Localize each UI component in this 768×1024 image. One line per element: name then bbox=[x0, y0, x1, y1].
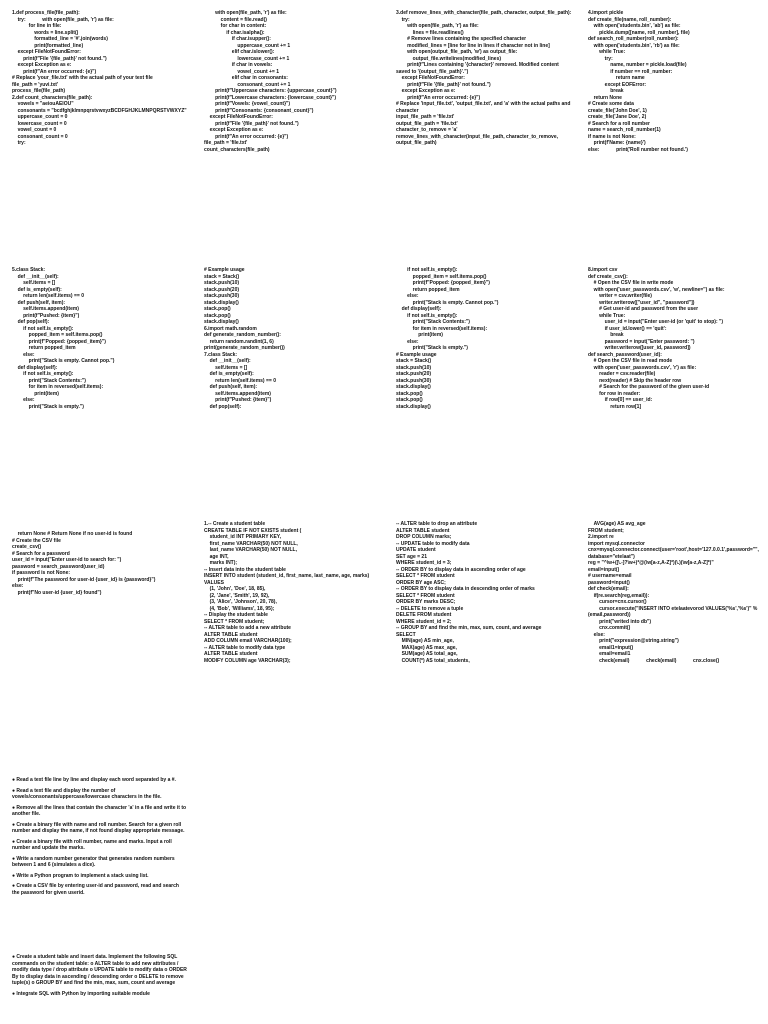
code-line: DELETE FROM student bbox=[396, 612, 452, 618]
code-line: ORDER BY age ASC; bbox=[396, 579, 446, 586]
code-line: self.items = [] bbox=[12, 280, 56, 286]
code-line: popped_item = self.items.pop() bbox=[396, 273, 487, 280]
code-line: character_to_remove = 'a' bbox=[396, 127, 458, 133]
code-line: # Search for the password of the given user-id bbox=[588, 384, 710, 390]
code-line: print(f"Popped: {popped_item}") bbox=[396, 280, 490, 286]
code-line: SELECT * FROM student bbox=[396, 592, 455, 599]
code-line: print("Stack is empty.") bbox=[396, 345, 468, 351]
code-line: -- Display the student table bbox=[204, 612, 268, 618]
code-line: if char in vowels: bbox=[204, 62, 273, 68]
code-line: pickle.dump([name, roll_number], file) bbox=[588, 29, 690, 36]
code-block-csv-search bbox=[12, 531, 188, 596]
code-line: def is_empty(self): bbox=[204, 371, 254, 377]
code-line: print(f'Name: {name}') bbox=[588, 140, 646, 146]
code-line: def search_roll_number(roll_number): bbox=[588, 36, 679, 42]
code-line: try: bbox=[12, 140, 26, 146]
code-line: else: bbox=[396, 338, 419, 345]
code-line: return len(self.items) == 0 bbox=[12, 293, 84, 299]
code-line: password=input() bbox=[588, 579, 630, 586]
code-block-sql-create-student bbox=[204, 521, 380, 664]
code-line: except FileNotFoundError: bbox=[204, 114, 273, 120]
code-line: with open(output_file_path, 'w') as output_file: bbox=[396, 49, 518, 55]
code-line: MAX(age) AS max_age, bbox=[396, 644, 457, 651]
code-line: content = file.read() bbox=[204, 16, 267, 23]
code-line: writer.writerow(["user_id", "password"]) bbox=[588, 299, 695, 306]
code-line: uppercase_count += 1 bbox=[204, 42, 291, 49]
code-line: SELECT bbox=[396, 631, 416, 638]
code-line: output_file_path = 'file.txt' bbox=[396, 120, 458, 127]
code-line: input_file_path = 'file.txt' bbox=[396, 114, 455, 120]
code-line: return popped_item bbox=[396, 286, 460, 293]
code-block-sql-alter-update bbox=[396, 521, 572, 664]
code-line: for char in content: bbox=[204, 23, 267, 29]
code-line: print("writed into db") bbox=[588, 618, 652, 625]
code-line: print(f"Consonants: {consonant_count}") bbox=[204, 107, 314, 114]
code-line: import mysql.connector bbox=[588, 540, 645, 547]
code-line: print(f"Popped: {popped_item}") bbox=[12, 338, 106, 345]
code-line: stack.pop() bbox=[204, 306, 231, 312]
code-line: return row[1] bbox=[588, 403, 642, 410]
code-line: print(f"Pushed: {item}") bbox=[204, 397, 272, 403]
code-line: def push(self, item): bbox=[204, 384, 258, 390]
code-line: def create_file(name, roll_number): bbox=[588, 16, 672, 23]
code-line: MODIFY COLUMN age VARCHAR(3); bbox=[204, 657, 291, 664]
code-line: with open('students.bin', 'rb') as file: bbox=[588, 42, 680, 49]
code-line: vowel_count = 0 bbox=[12, 127, 57, 133]
code-block-stack-class bbox=[12, 267, 188, 410]
code-line: if row[0] == user_id: bbox=[588, 397, 653, 403]
code-line: password = input("Enter password: ") bbox=[588, 338, 695, 345]
code-line: remove_lines_with_character(input_file_path, character_to_remove, output_file_path) bbox=[396, 133, 560, 146]
code-line: # Replace 'your_file.txt' with the actual path of your text file bbox=[12, 75, 153, 81]
code-line: SELECT * FROM student bbox=[396, 573, 455, 579]
code-line: print("Stack is empty. Cannot pop.") bbox=[396, 299, 499, 306]
code-line: student_id INT PRIMARY KEY, bbox=[204, 534, 281, 540]
code-line: if not self.is_empty(): bbox=[12, 371, 74, 377]
code-line: -- ALTER table to add a new attribute bbox=[204, 625, 291, 631]
code-line: words = line.split() bbox=[12, 29, 79, 36]
code-line: print(formatted_line) bbox=[12, 42, 84, 49]
code-line: stack.push(20) bbox=[396, 371, 432, 377]
code-line: with open('students.bin', 'ab') as file: bbox=[588, 23, 681, 29]
code-line: DROP COLUMN marks; bbox=[396, 534, 452, 540]
code-line: return None bbox=[588, 94, 622, 101]
code-line: try: with open(file_path, 'r') as file: bbox=[12, 16, 114, 23]
code-block-file-processing bbox=[12, 10, 188, 147]
code-line: def push(self, item): bbox=[12, 299, 66, 306]
code-block-csv-passwords bbox=[588, 267, 764, 410]
code-line: try: bbox=[588, 55, 613, 62]
code-line: check(email) check(email) cnx.close() bbox=[588, 657, 720, 664]
code-line: while True: bbox=[588, 312, 626, 319]
code-line: else: bbox=[12, 351, 35, 358]
code-line: print(item) bbox=[12, 390, 59, 397]
code-line: # Replace 'input_file.txt', 'output_file.txt', and 'a' with the actual paths and character bbox=[396, 101, 572, 114]
code-line: VALUES bbox=[204, 579, 224, 586]
code-line: def check(email): bbox=[588, 586, 629, 592]
code-line: if not self.is_empty(): bbox=[396, 267, 458, 273]
code-line: except Exception as e: bbox=[396, 88, 456, 94]
code-line: print("Stack is empty. Cannot pop.") bbox=[12, 358, 115, 364]
code-line: if not self.is_empty(): bbox=[396, 312, 458, 319]
code-line: email=email1 bbox=[588, 651, 631, 657]
code-line: with open(file_path, 'r') as file: bbox=[396, 23, 479, 29]
code-line: INSERT INTO student (student_id, first_name, last_name, age, marks) bbox=[204, 573, 370, 579]
code-line: def generate_random_number(): bbox=[204, 332, 281, 338]
code-line: for line in file: bbox=[12, 23, 62, 29]
code-line: # Search for a password bbox=[12, 550, 70, 557]
code-line: writer.writerow([user_id, password]) bbox=[588, 345, 691, 351]
code-line: print(f"The password for user-id {user_id} is {password}") bbox=[12, 576, 156, 583]
code-line: password = search_password(user_id) bbox=[12, 563, 105, 570]
code-line: email1=input() bbox=[588, 644, 634, 651]
code-line: if not self.is_empty(): bbox=[12, 325, 74, 332]
code-line: first_name VARCHAR(50) NOT NULL, bbox=[204, 540, 298, 547]
code-line: if password is not None: bbox=[12, 570, 71, 576]
code-line: 4.import pickle bbox=[588, 10, 624, 16]
code-line: def pop(self): bbox=[204, 403, 242, 410]
code-line: stack = Stack() bbox=[396, 358, 432, 364]
code-line: stack = Stack() bbox=[204, 273, 240, 280]
code-line: consonants = "bcdfghjklmnpqrstvwxyzBCDFGHJKLMNPQRSTVWXYZ" bbox=[12, 107, 187, 114]
code-line: ALTER TABLE student bbox=[204, 651, 258, 657]
code-line: print(item) bbox=[396, 332, 443, 338]
code-line: cnx=mysql.connector.connect(user='root',host='127.0.0.1',password="", bbox=[588, 547, 759, 553]
code-line: stack.push(20) bbox=[204, 286, 240, 293]
code-line: 3.def remove_lines_with_character(file_path, character, output_file_path): bbox=[396, 10, 572, 16]
task-item: ● Create a CSV file by entering user-id and password, read and search the password for given userid. bbox=[12, 883, 179, 896]
code-line: # Open the CSV file in write mode bbox=[588, 280, 674, 286]
code-line: self.items.append(item) bbox=[204, 390, 271, 397]
code-line: else: bbox=[588, 631, 605, 638]
code-line: print(f"Uppercase characters: {uppercase_count}") bbox=[204, 88, 337, 94]
code-line: print(f"An error occurred: {e}") bbox=[396, 94, 481, 101]
code-line: file_path = 'file.txt' bbox=[204, 140, 248, 146]
code-block-stack-pop-display bbox=[396, 267, 572, 410]
task-item: ● Read a text file and display the number of vowels/consonants/uppercase/lowercase characters in the file. bbox=[12, 787, 162, 800]
code-line: formatted_line = '#'.join(words) bbox=[12, 36, 108, 42]
code-line: next(reader) # Skip the header row bbox=[588, 377, 682, 384]
code-line: UPDATE student bbox=[396, 547, 436, 553]
code-line: (4, 'Bob', 'Williams', 18, 95); bbox=[204, 605, 275, 612]
task-item: ● Write a random number generator that generates random numbers between 1 and 6 (simulates a dice). bbox=[12, 855, 175, 868]
code-line: stack.push(10) bbox=[204, 280, 240, 286]
code-line: # Example usage bbox=[396, 351, 437, 358]
code-line: except FileNotFoundError: bbox=[396, 75, 465, 81]
code-line: 5.class Stack: bbox=[12, 267, 46, 273]
code-line: SET age = 21 bbox=[396, 553, 427, 560]
code-line: popped_item = self.items.pop() bbox=[12, 332, 103, 338]
code-line: WHERE student_id = 3; bbox=[396, 560, 452, 566]
code-line: stack.pop() bbox=[396, 390, 423, 397]
code-line: # Remove lines containing the specified character bbox=[396, 36, 527, 42]
code-line: MIN(age) AS min_age, bbox=[396, 638, 454, 644]
code-line: print("Stack Contents:") bbox=[396, 319, 470, 325]
code-line: break bbox=[588, 88, 624, 94]
code-line: print(f"File '{file_path}' not found.") bbox=[204, 120, 299, 127]
code-line: elif char in consonants: bbox=[204, 75, 288, 81]
code-line: FROM student; bbox=[588, 527, 624, 534]
code-line: stack.push(30) bbox=[396, 377, 432, 384]
code-line: # Get user-id and password from the user bbox=[588, 306, 699, 312]
code-line: 1.def process_file(file_path): bbox=[12, 10, 80, 16]
code-block-count-characters bbox=[204, 10, 380, 153]
code-line: if name is not None: bbox=[588, 133, 636, 140]
code-line: (2, 'Jane', 'Smith', 19, 92), bbox=[204, 592, 270, 599]
code-line: # Open the CSV file in read mode bbox=[588, 358, 673, 364]
code-line: -- GROUP BY and find the min, max, sum, count, and average bbox=[396, 625, 542, 631]
code-line: modified_lines = [line for line in lines if character not in line] bbox=[396, 42, 550, 49]
code-line: SUM(age) AS total_age, bbox=[396, 651, 458, 657]
code-line: elif char.islower(): bbox=[204, 49, 275, 55]
task-item: ● Read a text file line by line and display each word separated by a #. bbox=[12, 777, 176, 783]
task-item: ● Write a Python program to implement a stack using list. bbox=[12, 872, 149, 879]
code-line: for row in reader: bbox=[588, 390, 641, 397]
code-line: print(f"Pushed: {item}") bbox=[12, 312, 80, 319]
code-line: (1, 'John', 'Doe', 18, 85), bbox=[204, 586, 266, 592]
code-line: self.items.append(item) bbox=[12, 306, 79, 312]
code-line: else: print('Roll number not found.') bbox=[588, 146, 688, 153]
code-line: (3, 'Alice', 'Johnson', 20, 78), bbox=[204, 599, 277, 605]
code-line: age INT, bbox=[204, 553, 229, 560]
code-line: print("Stack Contents:") bbox=[12, 377, 86, 384]
code-line: try: bbox=[396, 16, 410, 23]
code-line: -- UPDATE table to modify data bbox=[396, 540, 470, 547]
code-line: except Exception as e: bbox=[12, 62, 72, 68]
code-line: ORDER BY marks DESC; bbox=[396, 599, 456, 605]
code-block-pickle-binary bbox=[588, 10, 764, 153]
code-line: 1.-- Create a student table bbox=[204, 521, 266, 527]
code-line: 7.class Stack: bbox=[204, 351, 238, 358]
code-line: CREATE TABLE IF NOT EXISTS student ( bbox=[204, 527, 302, 534]
code-line: return None # Return None if no user-id is found bbox=[12, 531, 133, 537]
code-line: count_characters(file_path) bbox=[204, 146, 270, 153]
code-block-remove-lines bbox=[396, 10, 572, 147]
code-line: with open(file_path, 'r') as file: bbox=[204, 10, 287, 16]
code-line: stack.push(30) bbox=[204, 293, 240, 299]
code-line: name, number = pickle.load(file) bbox=[588, 62, 687, 68]
code-line: SELECT * FROM student; bbox=[204, 618, 265, 625]
code-line: print(f"Lowercase characters: {lowercase_count}") bbox=[204, 94, 337, 101]
code-line: if char.isalpha(): bbox=[204, 29, 265, 36]
code-line: if char.isupper(): bbox=[204, 36, 271, 42]
code-line: -- ALTER table to drop an attribute bbox=[396, 521, 478, 527]
code-line: -- ORDER BY to display data in descending order of marks bbox=[396, 586, 535, 592]
code-line: except FileNotFoundError: bbox=[12, 49, 81, 55]
code-line: with open('user_passwords.csv', 'w', newline='') as file: bbox=[588, 286, 725, 293]
code-line: lowercase_count = 0 bbox=[12, 120, 67, 127]
code-line: lines = file.readlines() bbox=[396, 29, 464, 36]
code-line: output_file.writelines(modified_lines) bbox=[396, 55, 502, 62]
code-line: for item in reversed(self.items): bbox=[396, 325, 488, 332]
code-line: def search_password(user_id): bbox=[588, 351, 662, 358]
code-line: uppercase_count = 0 bbox=[12, 114, 68, 120]
code-line: except EOFError: bbox=[588, 81, 647, 88]
code-line: email=input() bbox=[588, 566, 620, 573]
code-line: AVG(age) AS avg_age bbox=[588, 521, 646, 527]
code-line: cursor=cnx.cursor() bbox=[588, 599, 647, 605]
code-line: create_csv() bbox=[12, 544, 42, 550]
code-line: else: bbox=[12, 397, 35, 403]
code-line: for item in reversed(self.items): bbox=[12, 384, 104, 390]
code-line: def pop(self): bbox=[12, 319, 50, 325]
code-line: return popped_item bbox=[12, 345, 76, 351]
task-item: ● Create a student table and insert data. Implement the following SQL commands on the student table: o ALTER table to add new attributes / modify data type / drop attribute o UPDATE table to modify data o ORDER By to display data in ascending / descending order o DELETE to remove tuple(s) o GROUP BY and find the min, max, sum, count and average bbox=[12, 954, 187, 986]
task-item: ● Remove all the lines that contain the character 'a' in a file and write it to another file. bbox=[12, 804, 187, 817]
code-line: print(f"Vowels: {vowel_count}") bbox=[204, 101, 291, 107]
task-item: ● Create a binary file with name and roll number. Search for a given roll number and display the name, if not found display appropriate message. bbox=[12, 821, 185, 834]
code-line: last_name VARCHAR(50) NOT NULL, bbox=[204, 547, 297, 553]
code-line: def create_csv(): bbox=[588, 273, 628, 280]
code-line: while True: bbox=[588, 49, 626, 55]
code-line: else: bbox=[12, 583, 24, 589]
code-line: cnx.commit() bbox=[588, 625, 631, 631]
code-line: lowercase_count += 1 bbox=[204, 55, 290, 62]
code-line: print(f"File '{file_path}' not found.") bbox=[12, 55, 107, 62]
code-line: if number == roll_number: bbox=[588, 68, 673, 75]
code-block-stack-usage-random bbox=[204, 267, 380, 410]
code-line: break bbox=[588, 332, 624, 338]
code-line: print("Stack is empty.") bbox=[12, 403, 84, 410]
code-line: 2.def count_characters(file_path): bbox=[12, 94, 93, 101]
code-line: stack.display() bbox=[396, 403, 431, 410]
code-line: # Example usage bbox=[204, 267, 245, 273]
code-line: ALTER TABLE student bbox=[396, 527, 450, 534]
task-list-sql bbox=[12, 954, 187, 1001]
code-line: ADD COLUMN email VARCHAR(100); bbox=[204, 638, 292, 644]
code-line: create_file('John Doe', 1) bbox=[588, 107, 647, 114]
code-line: return random.randint(1, 6) bbox=[204, 338, 274, 345]
code-line: -- Insert data into the student table bbox=[204, 566, 286, 573]
code-line: writer = csv.writer(file) bbox=[588, 293, 652, 299]
code-line: cursor.execute("INSERT INTO etelaatevorod VALUES('%s','%s')" %(email,password)) bbox=[588, 605, 758, 618]
code-line: stack.pop() bbox=[396, 397, 423, 403]
code-line: 6.import math.random bbox=[204, 325, 257, 332]
code-line: print("expression@string.string") bbox=[588, 638, 679, 644]
code-line: if(re.search(reg,email)): bbox=[588, 592, 650, 599]
code-line: return len(self.items) == 0 bbox=[204, 377, 276, 384]
code-line: except Exception as e: bbox=[204, 127, 264, 133]
code-line: def display(self): bbox=[396, 306, 442, 312]
code-line: 8.import csv bbox=[588, 267, 618, 273]
code-line: def __init__(self): bbox=[204, 358, 251, 364]
code-line: print(f"An error occurred: {e}") bbox=[204, 133, 289, 140]
code-line: stack.display() bbox=[204, 299, 239, 306]
code-line: print(f"File '{file_path}' not found.") bbox=[396, 81, 491, 88]
code-line: -- ORDER BY to display data in ascending order of age bbox=[396, 566, 526, 573]
code-line: marks INT); bbox=[204, 560, 238, 566]
code-line: consonant_count = 0 bbox=[12, 133, 68, 140]
code-line: file_path = 'yuvi.txt' bbox=[12, 81, 59, 88]
code-line: name = search_roll_number(1) bbox=[588, 127, 661, 133]
code-line: stack.pop() bbox=[204, 312, 231, 319]
code-line: create_file('Jane Doe', 2) bbox=[588, 114, 647, 120]
code-line: consonant_count += 1 bbox=[204, 81, 291, 88]
code-line: # username=email bbox=[588, 573, 632, 579]
code-line: with open('user_passwords.csv', 'r') as file: bbox=[588, 364, 697, 371]
code-line: def is_empty(self): bbox=[12, 286, 62, 293]
code-line: 2.import re bbox=[588, 534, 614, 540]
code-line: reader = csv.reader(file) bbox=[588, 371, 656, 377]
code-line: print(f"An error occurred: {e}") bbox=[12, 68, 97, 75]
code-line: COUNT(*) AS total_students, bbox=[396, 657, 470, 664]
code-line: # Create the CSV file bbox=[12, 537, 61, 544]
code-line: stack.display() bbox=[396, 384, 431, 390]
code-line: vowel_count += 1 bbox=[204, 68, 280, 75]
code-line: -- DELETE to remove a tuple bbox=[396, 605, 464, 612]
code-line: user_id = input("Enter user-id (or 'quit' to stop): ") bbox=[588, 319, 724, 325]
code-line: WHERE student_id = 2; bbox=[396, 618, 452, 625]
code-line: reg = "^\w+([\.-]?\w+)*@(\w[a-z,A-Z]*)(\.)(\w[a-z,A-Z]*)" bbox=[588, 560, 714, 566]
code-line: vowels = "aeiouAEIOU" bbox=[12, 101, 74, 107]
code-line: user_id = input("Enter user-id to search for: ") bbox=[12, 557, 122, 563]
code-line: # Search for a roll number bbox=[588, 120, 650, 127]
code-line: print(f"No user-id {user_id} found") bbox=[12, 589, 102, 596]
code-line: database="etelaat") bbox=[588, 553, 635, 560]
code-line: def __init__(self): bbox=[12, 273, 59, 280]
code-line: print(f"Lines containing '{character}' removed. Modified content saved to '{output_file_path}'.") bbox=[396, 62, 561, 75]
code-line: # Create some data bbox=[588, 101, 634, 107]
code-line: else: bbox=[396, 293, 419, 299]
code-line: process_file(file_path) bbox=[12, 88, 66, 94]
code-line: print(generate_random_number()) bbox=[204, 345, 285, 351]
code-line: -- ALTER table to modify data type bbox=[204, 644, 286, 651]
code-block-sql-python-integration bbox=[588, 521, 764, 664]
code-line: return name bbox=[588, 75, 645, 81]
task-item: ● Integrate SQL with Python by importing suitable module bbox=[12, 990, 150, 997]
code-line: if user_id.lower() == 'quit': bbox=[588, 325, 667, 332]
code-line: self.items = [] bbox=[204, 364, 248, 371]
code-line: stack.display() bbox=[204, 319, 239, 325]
task-item: ● Create a binary file with roll number, name and marks. Input a roll number and update the marks. bbox=[12, 838, 172, 851]
code-line: ALTER TABLE student bbox=[204, 631, 258, 638]
task-list-python bbox=[12, 777, 187, 900]
code-line: def display(self): bbox=[12, 364, 58, 371]
code-line: stack.push(10) bbox=[396, 364, 432, 371]
